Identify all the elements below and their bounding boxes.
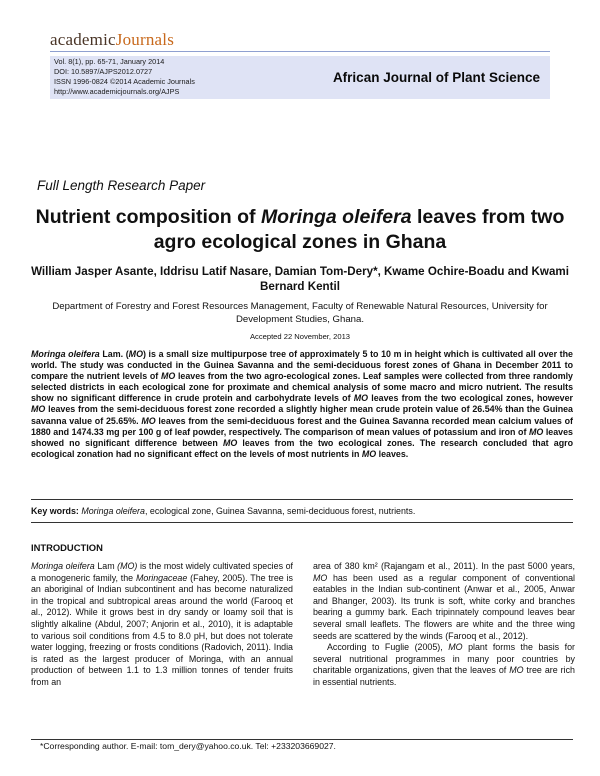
intro-text: has been used as a regular component of conventional eatables in the Indian sub-continent (Anwar et al., 2005, Anwar and Bhanger, 2003). Its trunk is soft, white corky and branches bearing a gummy bark. Each tripinnately compound leaves bear several small leaflets. The flowers are white and the three wing seeds are scattered by the winds (Farooq et al., 2012). bbox=[313, 572, 575, 641]
intro-abbrev: MO bbox=[448, 642, 463, 653]
abstract-abbrev: MO bbox=[160, 371, 176, 382]
intro-text: tree are rich in essential nutrients. bbox=[313, 665, 575, 687]
title-part1: Nutrient composition of bbox=[35, 206, 261, 228]
keywords-list: , ecological zone, Guinea Savanna, semi-deciduous forest, nutrients. bbox=[144, 506, 416, 516]
abstract-abbrev: MO bbox=[31, 404, 46, 415]
intro-text: is the most widely cultivated species of a monogeneric family, the bbox=[31, 561, 293, 583]
affiliation: Department of Forestry and Forest Resources Management, Faculty of Renewable Natural Resources, University for Development Studies, Ghana. bbox=[52, 301, 548, 325]
corresponding-author-footnote: *Corresponding author. E-mail: tom_dery@yahoo.co.uk. Tel: +233203669027. bbox=[40, 741, 336, 751]
keyword-species: Moringa oleifera bbox=[81, 506, 145, 516]
accepted-date: Accepted 22 November, 2013 bbox=[249, 332, 351, 341]
title-species: Moringa oleifera bbox=[260, 206, 412, 228]
intro-column-right bbox=[313, 561, 575, 689]
intro-paragraph bbox=[313, 642, 575, 688]
abstract-text: leaves from the two ecological zones, however bbox=[368, 393, 573, 404]
meta-doi: DOI: 10.5897/AJPS2012.0727 bbox=[54, 67, 153, 76]
journal-title: African Journal of Plant Science bbox=[332, 70, 540, 85]
intro-abbrev: (MO) bbox=[117, 561, 138, 571]
title-part2: leaves from two agro ecological zones in Ghana bbox=[153, 206, 565, 253]
intro-text: Lam bbox=[94, 561, 118, 571]
keywords bbox=[31, 506, 415, 516]
abstract-text: leaves from the semi-deciduous forest zone recorded a slightly higher mean crude protein value of 26.54% than the Guinea savanna value of 25.65%. bbox=[31, 404, 573, 426]
logo-text-part2: Journals bbox=[115, 30, 175, 49]
footnote-divider bbox=[31, 739, 573, 740]
abstract bbox=[31, 349, 573, 460]
intro-abbrev: MO bbox=[509, 665, 524, 676]
abstract-text: leaves from the semi-deciduous forest and the Guinea Savanna recorded mean calcium values of 1880 and 1474.33 mg per 100 g of leaf powder, respectively. The comparison of mean values of potassium and iron of bbox=[31, 415, 573, 437]
abstract-abbrev: MO bbox=[128, 349, 143, 359]
abstract-abbrev: MO bbox=[353, 393, 369, 404]
abstract-text: ) is a small size multipurpose tree of approximately 5 to 10 m in height which is cultivated all over the world. The study was conducted in the Guinea Savanna and the semi-deciduous forest zones of Ghana in December 2011 to compare the nutrient levels of bbox=[31, 349, 573, 382]
intro-paragraph bbox=[31, 561, 293, 689]
intro-paragraph bbox=[313, 561, 575, 642]
abstract-abbrev: MO bbox=[141, 415, 156, 426]
intro-text: (Fahey, 2005). The tree is an aboriginal of Indian subcontinent and has become naturalized in the tropical and subtropical areas around the world (Farooq et al., 2012). While it grows best in dry sandy or loamy soil that is slightly alkaline (Abdul, 2007; Anjorin et al., 2010), it is adaptable to various soil conditions from 4.5 to 8.0 pH, but does not tolerate water logging, freezing or frosts conditions (Radovich, 2011). India is rated as the largest producer of Moringa, with an annual production of between 1.1 to 1.3 million tonnes of tender fruits from an bbox=[31, 572, 293, 687]
meta-url[interactable]: http://www.academicjournals.org/AJPS bbox=[54, 87, 180, 96]
section-heading-introduction: INTRODUCTION bbox=[31, 542, 103, 553]
publisher-logo bbox=[50, 30, 174, 50]
meta-volume: Vol. 8(1), pp. 65-71, January 2014 bbox=[54, 57, 165, 66]
paper-title bbox=[30, 205, 570, 255]
intro-column-left bbox=[31, 561, 293, 689]
abstract-text: leaves showed no significant difference between bbox=[31, 426, 573, 448]
abstract-species: Moringa oleifera bbox=[31, 349, 100, 359]
logo-text-part1: academic bbox=[50, 30, 116, 49]
intro-text: plant forms the basis for several nutritional programmes in many poor countries by charitable organizations, given that the leaves of bbox=[313, 642, 575, 676]
abstract-abbrev: MO bbox=[528, 426, 544, 437]
intro-text: area of 380 km² (Rajangam et al., 2011). In the past 5000 years, bbox=[313, 561, 575, 571]
intro-species: Moringa oleifera bbox=[31, 561, 95, 571]
intro-text: According to Fuglie (2005), bbox=[327, 642, 449, 653]
keywords-bottom-divider bbox=[31, 522, 573, 523]
abstract-text: leaves. bbox=[376, 448, 409, 459]
abstract-text: leaves from the two ecological zones. The research concluded that agro ecological zonation had no significant effect on the levels of most nutrients in bbox=[31, 437, 574, 459]
intro-family: Moringaceae bbox=[135, 572, 188, 583]
abstract-text: Lam. ( bbox=[99, 349, 129, 359]
abstract-abbrev: MO bbox=[361, 448, 377, 459]
authors: William Jasper Asante, Iddrisu Latif Nasare, Damian Tom-Dery*, Kwame Ochire-Boadu and Kwami Bernard Kentil bbox=[31, 265, 569, 293]
abstract-abbrev: MO bbox=[222, 437, 238, 448]
paper-type: Full Length Research Paper bbox=[37, 178, 206, 193]
keywords-top-divider bbox=[31, 499, 573, 500]
header-divider bbox=[50, 51, 550, 52]
abstract-text: leaves from the two agro-ecological zones. Leaf samples were collected from three randomly selected districts in each ecological zone for proximate and chemical analysis of some macro and micro nutrient. The results show no significant difference in crude protein and carbohydrate levels of bbox=[31, 371, 573, 404]
journal-meta bbox=[54, 57, 195, 97]
keywords-label: Key words: bbox=[31, 506, 79, 516]
meta-issn: ISSN 1996-0824 ©2014 Academic Journals bbox=[54, 77, 195, 86]
intro-abbrev: MO bbox=[313, 572, 328, 583]
